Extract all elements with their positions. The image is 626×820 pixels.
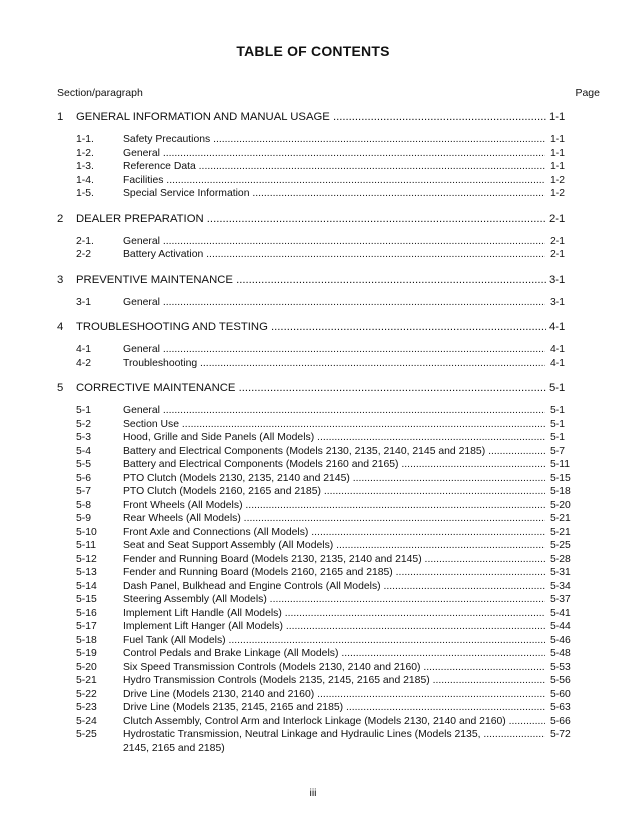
page-number: iii: [309, 787, 317, 799]
toc-section-heading: [0, 273, 626, 287]
entry-number: 1-5.: [76, 188, 94, 199]
entry-title: Battery and Electrical Components (Models 2130, 2135, 2140, 2145 and 2185) .....: [123, 445, 545, 459]
toc-item-list: [0, 404, 626, 755]
entry-title: Battery and Electrical Components (Models 2160 and 2165) .....: [123, 458, 545, 472]
toc-item-list: [0, 296, 626, 310]
column-header-page: Page: [575, 87, 600, 99]
entry-number: 5-24: [76, 715, 97, 727]
section-number: 1: [57, 111, 64, 123]
toc-entry: [0, 404, 626, 418]
toc-entry: [0, 133, 626, 147]
entry-number: 1-4.: [76, 174, 94, 186]
entry-title: Section Use .....: [123, 418, 545, 432]
entry-title-continued: 2145, 2165 and 2185): [123, 742, 225, 754]
toc-section: [0, 212, 626, 262]
entry-number: 5-1: [76, 405, 92, 416]
entry-title: Six Speed Transmission Controls (Models 2130, 2140 and 2160) .....: [123, 661, 545, 675]
entry-title: Facilities .....: [123, 174, 545, 188]
entry-title: General .....: [123, 404, 545, 418]
toc-entry: [0, 553, 626, 567]
toc-entry: [0, 620, 626, 634]
toc-section: [0, 273, 626, 310]
entry-title: General .....: [123, 235, 545, 249]
entry-title: Fuel Tank (All Models) .....: [123, 634, 545, 648]
entry-number: 5-16: [76, 607, 97, 619]
entry-page: 5-20: [550, 499, 571, 511]
entry-page: 5-1: [550, 405, 566, 416]
toc-entry: [0, 715, 626, 729]
entry-number: 5-17: [76, 621, 97, 632]
entry-title: Special Service Information .....: [123, 187, 545, 201]
entry-number: 5-22: [76, 688, 97, 700]
section-page: 3-1: [549, 273, 566, 286]
toc-entry: [0, 661, 626, 675]
entry-number: 5-5: [76, 459, 92, 470]
entry-number: 5-2: [76, 418, 92, 430]
entry-number: 2-1.: [76, 235, 94, 247]
toc-entry: [0, 566, 626, 580]
section-number: 4: [57, 321, 64, 333]
entry-page: 5-31: [550, 567, 571, 578]
entry-page: 5-28: [550, 553, 571, 565]
entry-number: 2-2: [76, 249, 92, 260]
entry-page: 5-53: [550, 661, 571, 673]
toc-item-list: [0, 343, 626, 370]
entry-title: PTO Clutch (Models 2130, 2135, 2140 and 2145) .....: [123, 472, 545, 486]
toc-section-heading: [0, 110, 626, 124]
toc-entry: [0, 343, 626, 357]
entry-title: Front Axle and Connections (All Models) .....: [123, 526, 545, 540]
toc-entry: [0, 499, 626, 513]
entry-page: 4-1: [550, 357, 566, 369]
entry-number: 5-12: [76, 553, 97, 565]
entry-page: 1-2: [550, 188, 566, 199]
entry-page: 5-44: [550, 621, 571, 632]
entry-title: Hydrostatic Transmission, Neutral Linkage and Hydraulic Lines (Models 2135, .....: [123, 728, 545, 742]
entry-page: 1-1: [550, 161, 566, 172]
entry-page: 5-48: [550, 648, 571, 659]
toc-item-list: [0, 235, 626, 262]
entry-page: 5-18: [550, 486, 571, 497]
toc-entry: [0, 418, 626, 432]
entry-number: 5-21: [76, 675, 97, 686]
entry-title: Implement Lift Handle (All Models) .....: [123, 607, 545, 621]
toc-section-heading: [0, 381, 626, 395]
entry-number: 5-9: [76, 513, 92, 524]
toc-list: [0, 110, 626, 766]
toc-entry: [0, 674, 626, 688]
entry-number: 5-18: [76, 634, 97, 646]
toc-entry: [0, 580, 626, 594]
entry-title: Clutch Assembly, Control Arm and Interlock Linkage (Models 2130, 2140 and 2160) .....: [123, 715, 545, 729]
entry-page: 5-63: [550, 702, 571, 713]
section-number: 3: [57, 273, 64, 286]
toc-item-list: [0, 133, 626, 201]
entry-page: 2-1: [550, 249, 566, 260]
entry-title: Safety Precautions .....: [123, 133, 545, 147]
entry-page: 4-1: [550, 344, 566, 355]
entry-number: 5-23: [76, 702, 97, 713]
section-page: 4-1: [549, 321, 566, 333]
toc-section-heading: [0, 212, 626, 226]
entry-page: 5-25: [550, 540, 571, 551]
toc-entry: [0, 147, 626, 161]
toc-entry: [0, 593, 626, 607]
column-header-section: Section/paragraph: [57, 87, 143, 99]
entry-page: 2-1: [550, 235, 566, 247]
section-title: TROUBLESHOOTING AND TESTING .....: [76, 320, 546, 334]
toc-entry: [0, 357, 626, 371]
section-number: 5: [57, 382, 64, 394]
entry-number: 5-10: [76, 526, 97, 538]
entry-page: 5-21: [550, 526, 571, 538]
entry-title: Front Wheels (All Models) .....: [123, 499, 545, 513]
entry-title: Drive Line (Models 2130, 2140 and 2160) .....: [123, 688, 545, 702]
entry-number: 4-1: [76, 344, 92, 355]
entry-page: 5-41: [550, 607, 571, 619]
section-title: GENERAL INFORMATION AND MANUAL USAGE .....: [76, 110, 546, 124]
toc-entry: [0, 512, 626, 526]
entry-page: 5-1: [550, 418, 566, 430]
section-page: 5-1: [549, 382, 566, 394]
entry-title: Steering Assembly (All Models) .....: [123, 593, 545, 607]
entry-page: 5-66: [550, 715, 571, 727]
toc-entry: [0, 296, 626, 310]
entry-number: 1-3.: [76, 161, 94, 172]
toc-entry: [0, 539, 626, 553]
entry-number: 5-15: [76, 594, 97, 605]
toc-entry: [0, 187, 626, 201]
toc-section: [0, 320, 626, 370]
toc-entry: [0, 160, 626, 174]
toc-entry: [0, 248, 626, 262]
entry-page: 5-7: [550, 445, 566, 457]
entry-number: 5-6: [76, 472, 92, 484]
entry-number: 4-2: [76, 357, 92, 369]
toc-entry: [0, 526, 626, 540]
entry-title: PTO Clutch (Models 2160, 2165 and 2185) .....: [123, 485, 545, 499]
toc-entry: [0, 174, 626, 188]
entry-number: 3-1: [76, 296, 92, 308]
entry-title: Fender and Running Board (Models 2160, 2165 and 2185) .....: [123, 566, 545, 580]
entry-page: 5-37: [550, 594, 571, 605]
entry-title: General .....: [123, 343, 545, 357]
toc-entry: [0, 688, 626, 702]
toc-entry: [0, 701, 626, 715]
toc-entry: [0, 634, 626, 648]
entry-title: General .....: [123, 147, 545, 161]
toc-entry: [0, 647, 626, 661]
section-number: 2: [57, 212, 64, 225]
toc-section: [0, 110, 626, 201]
entry-number: 5-13: [76, 567, 97, 578]
entry-title: Reference Data .....: [123, 160, 545, 174]
entry-page: 1-1: [550, 134, 566, 145]
entry-title: Fender and Running Board (Models 2130, 2135, 2140 and 2145) .....: [123, 553, 545, 567]
entry-title: Control Pedals and Brake Linkage (All Models) .....: [123, 647, 545, 661]
toc-entry: [0, 458, 626, 472]
entry-number: 5-11: [76, 540, 97, 551]
entry-title: Hydro Transmission Controls (Models 2135, 2145, 2165 and 2185) .....: [123, 674, 545, 688]
entry-title: Troubleshooting .....: [123, 357, 545, 371]
entry-title: Hood, Grille and Side Panels (All Models) .....: [123, 431, 545, 445]
entry-number: 1-2.: [76, 147, 94, 159]
toc-entry: [0, 728, 626, 755]
entry-page: 3-1: [550, 296, 566, 308]
section-title: CORRECTIVE MAINTENANCE .....: [76, 381, 546, 395]
entry-title: Implement Lift Hanger (All Models) .....: [123, 620, 545, 634]
toc-section: [0, 381, 626, 755]
entry-page: 5-72: [550, 729, 571, 740]
section-title: PREVENTIVE MAINTENANCE .....: [76, 273, 546, 287]
section-page: 2-1: [549, 212, 566, 225]
entry-number: 5-25: [76, 729, 97, 740]
entry-title: Drive Line (Models 2135, 2145, 2165 and 2185) .....: [123, 701, 545, 715]
page-title: TABLE OF CONTENTS: [236, 43, 390, 59]
entry-number: 5-4: [76, 445, 92, 457]
entry-number: 5-7: [76, 486, 92, 497]
entry-number: 5-20: [76, 661, 97, 673]
toc-section-heading: [0, 320, 626, 334]
entry-title: General .....: [123, 296, 545, 310]
entry-number: 5-8: [76, 499, 92, 511]
toc-entry: [0, 607, 626, 621]
entry-number: 1-1.: [76, 134, 94, 145]
entry-page: 1-1: [550, 147, 566, 159]
toc-entry: [0, 445, 626, 459]
toc-entry: [0, 431, 626, 445]
entry-page: 1-2: [550, 174, 566, 186]
entry-title: Rear Wheels (All Models) .....: [123, 512, 545, 526]
section-page: 1-1: [549, 111, 566, 123]
section-title: DEALER PREPARATION .....: [76, 212, 546, 226]
entry-page: 5-11: [550, 459, 571, 470]
entry-number: 5-3: [76, 432, 92, 443]
toc-entry: [0, 472, 626, 486]
entry-page: 5-46: [550, 634, 571, 646]
entry-number: 5-19: [76, 648, 97, 659]
entry-page: 5-34: [550, 580, 571, 592]
toc-entry: [0, 235, 626, 249]
entry-page: 5-21: [550, 513, 571, 524]
entry-title: Seat and Seat Support Assembly (All Models) .....: [123, 539, 545, 553]
entry-number: 5-14: [76, 580, 97, 592]
entry-page: 5-1: [550, 432, 566, 443]
toc-entry: [0, 485, 626, 499]
entry-title: Dash Panel, Bulkhead and Engine Controls (All Models) .....: [123, 580, 545, 594]
entry-page: 5-56: [550, 675, 571, 686]
entry-title: Battery Activation .....: [123, 248, 545, 262]
entry-page: 5-15: [550, 472, 571, 484]
entry-page: 5-60: [550, 688, 571, 700]
